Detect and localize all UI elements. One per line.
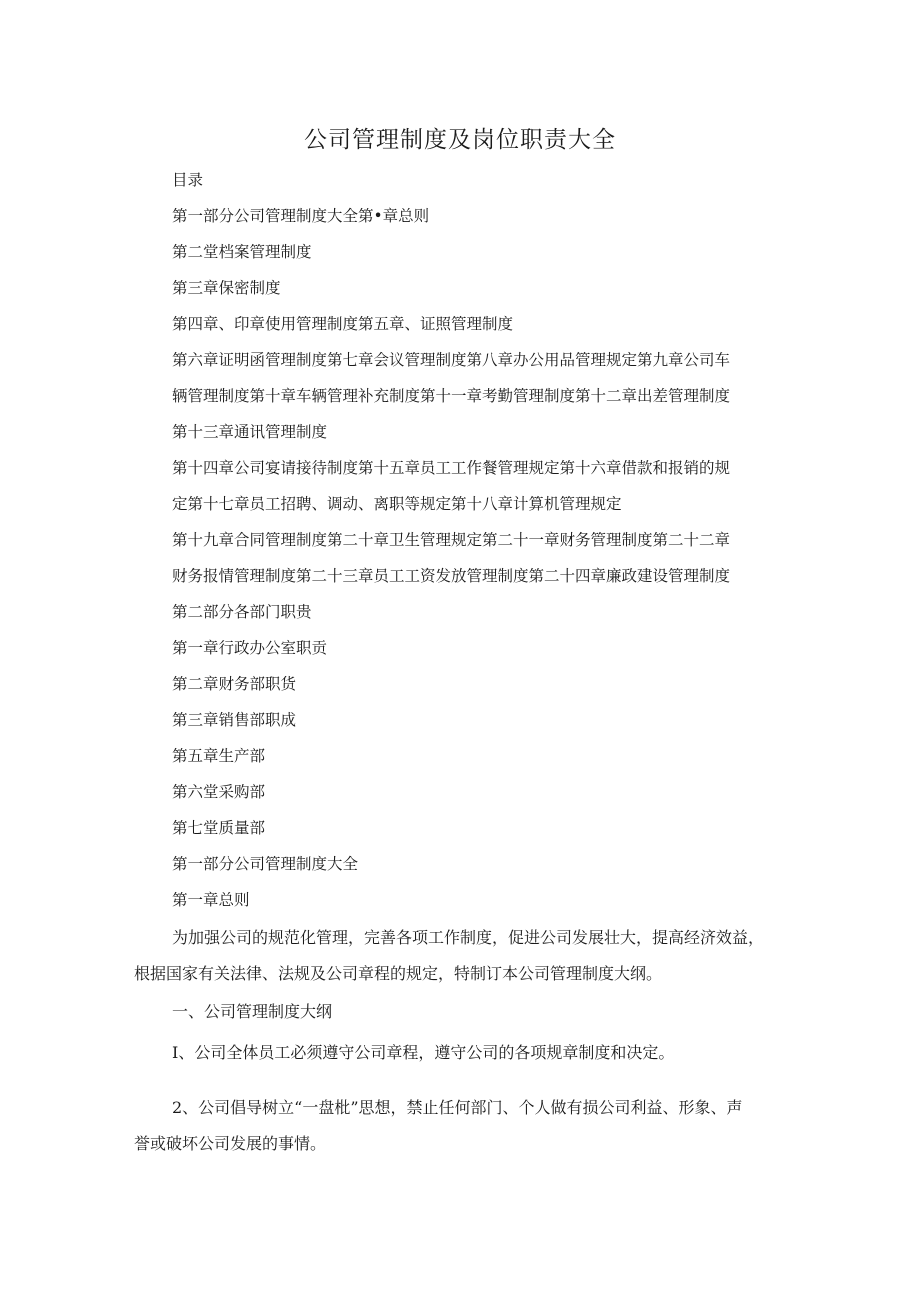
outline-heading: 一、公司管理制度大纲 [172, 1002, 333, 1021]
toc-line: 第十三章通讯管理制度 [172, 423, 328, 441]
toc-line: 第三章销售部职成 [172, 711, 297, 729]
section-heading: 第一部分公司管理制度大全 [172, 855, 359, 873]
toc-line: 定第十七章员工招聘、调动、离职等规定第十八章计算机管理规定 [172, 495, 622, 513]
intro-paragraph-line: 根据国家有关法律、法规及公司章程的规定，特制订本公司管理制度大纲。 [134, 964, 663, 983]
toc-line: 第三章保密制度 [172, 279, 281, 297]
toc-line: 第一部分公司管理制度大全第•章总则 [172, 207, 430, 225]
toc-heading: 目录 [172, 171, 204, 189]
rule-item-1: I、公司全体员工必须遵守公司章程，遵守公司的各项规章制度和决定。 [172, 1043, 675, 1062]
toc-line: 第一章行政办公室职贡 [172, 639, 328, 657]
rule-item-2: 2、公司倡导树立“一盘枇”思想，禁止任何部门、个人做有损公司利益、形象、声 [172, 1098, 743, 1117]
toc-line: 第四章、印章使用管理制度第五章、证照管理制度 [172, 315, 514, 333]
toc-line: 第五章生产部 [172, 747, 266, 765]
toc-line: 第十九章合同管理制度第二十章卫生管理规定第二十一章财务管理制度第二十二章 [172, 531, 731, 549]
toc-line: 第七堂质量部 [172, 819, 266, 837]
toc-line: 第二堂档案管理制度 [172, 243, 312, 261]
toc-line: 第二部分各部门职贵 [172, 603, 312, 621]
rule-item-2-continued: 誉或破坏公司发展的事情。 [134, 1134, 327, 1153]
toc-line: 第十四章公司宴请接待制度第十五章员工工作餐管理规定第十六章借款和报销的规 [172, 459, 731, 477]
toc-line: 财务报情管理制度第二十三章员工工资发放管理制度第二十四章廉政建设管理制度 [172, 567, 731, 585]
intro-paragraph-line: 为加强公司的规范化管理，完善各项工作制度，促进公司发展壮大，提高经济效益， [172, 928, 765, 947]
toc-line: 第六章证明函管理制度第七章会议管理制度第八章办公用品管理规定第九章公司车 [172, 351, 731, 369]
toc-line: 第二章财务部职货 [172, 675, 297, 693]
chapter-heading: 第一章总则 [172, 891, 250, 909]
document-title: 公司管理制度及岗位职责大全 [304, 127, 616, 153]
toc-line: 辆管理制度第十章车辆管理补充制度第十一章考勤管理制度第十二章出差管理制度 [172, 387, 731, 405]
toc-line: 第六堂采购部 [172, 783, 266, 801]
